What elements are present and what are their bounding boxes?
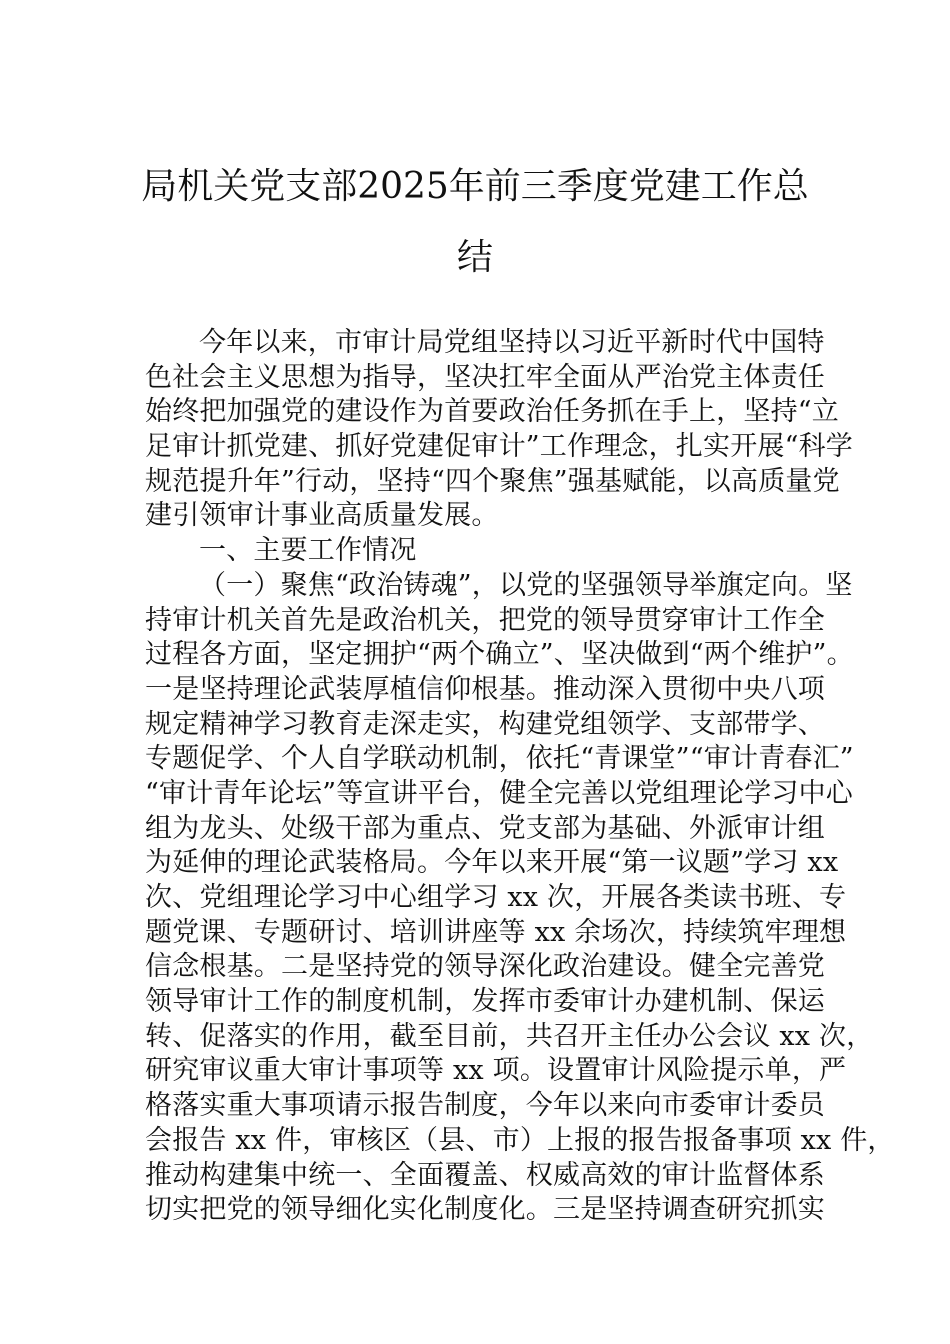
paragraph-line: 足审计抓党建、抓好党建促审计”工作理念，扎实开展“科学 [145,431,854,463]
paragraph-line: 色社会主义思想为指导，坚决扛牢全面从严治党主体责任 [145,361,825,393]
paragraph-line: 始终把加强党的建设作为首要政治任务抓在手上，坚持“立 [145,396,840,428]
paragraph-line: 过程各方面，坚定拥护“两个确立”、坚决做到“两个维护”。 [145,639,854,671]
paragraph-line: 规定精神学习教育走深走实，构建党组领学、支部带学、 [145,708,825,740]
paragraph-line: 一是坚持理论武装厚植信仰根基。推动深入贯彻中央八项 [145,673,825,705]
paragraph-line: 为延伸的理论武装格局。今年以来开展“第一议题”学习 xx [145,847,839,879]
paragraph-line: 题党课、专题研讨、培训讲座等 xx 余场次，持续筑牢理想 [145,916,847,948]
subsection-heading-line: （一）聚焦“政治铸魂”，以党的坚强领导举旗定向。坚 [199,569,853,601]
paragraph-line: 转、促落实的作用，截至目前，共召开主任办公会议 xx 次， [145,1020,874,1052]
paragraph-line: 组为龙头、处级干部为重点、党支部为基础、外派审计组 [145,812,825,844]
paragraph-line: 推动构建集中统一、全面覆盖、权威高效的审计监督体系 [145,1159,825,1191]
paragraph-line: 持审计机关首先是政治机关，把党的领导贯穿审计工作全 [145,604,825,636]
paragraph-line: 领导审计工作的制度机制，发挥市委审计办建机制、保运 [145,986,825,1018]
paragraph-line: 格落实重大事项请示报告制度，今年以来向市委审计委员 [145,1090,825,1122]
section-heading: 一、主要工作情况 [199,535,417,567]
paragraph-line: 研究审议重大审计事项等 xx 项。设置审计风险提示单，严 [145,1055,847,1087]
document-title-line-1: 局机关党支部2025年前三季度党建工作总 [141,166,809,207]
paragraph-line: 次、党组理论学习中心组学习 xx 次，开展各类读书班、专 [145,882,847,913]
paragraph-line: 今年以来，市审计局党组坚持以习近平新时代中国特 [199,327,825,358]
paragraph-line: 切实把党的领导细化实化制度化。三是坚持调查研究抓实 [145,1194,825,1226]
paragraph-line: 建引领审计事业高质量发展。 [145,500,499,532]
paragraph-line: “审计青年论坛”等宣讲平台，健全完善以党组理论学习中心 [145,777,854,809]
document-title-line-2: 结 [456,237,493,278]
paragraph-line: 会报告 xx 件，审核区（县、市）上报的报告报备事项 xx 件， [145,1124,895,1156]
document-body [145,326,895,1228]
paragraph-line: 规范提升年”行动，坚持“四个聚焦”强基赋能，以高质量党 [145,465,840,497]
paragraph-line: 信念根基。二是坚持党的领导深化政治建设。健全完善党 [145,951,825,983]
paragraph-line: 专题促学、个人自学联动机制，依托“青课堂”“审计青春汇” [145,743,854,775]
